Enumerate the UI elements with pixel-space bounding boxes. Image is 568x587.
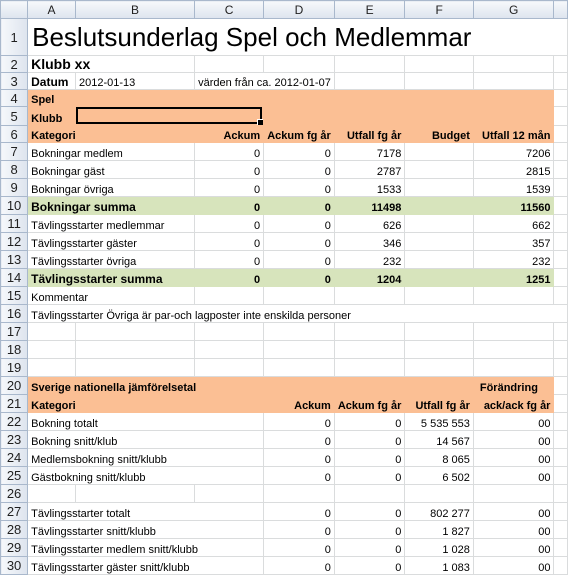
cell[interactable] — [554, 323, 568, 341]
row-27 — [1, 503, 568, 521]
ackum-fg-value[interactable]: 0 — [264, 215, 335, 233]
row-14 — [1, 269, 568, 287]
row-header[interactable]: 20 — [1, 377, 28, 395]
utfall-fg-value[interactable]: 626 — [334, 215, 405, 233]
cell[interactable] — [554, 341, 568, 359]
row-24 — [1, 449, 568, 467]
header-utfall-fg[interactable]: Utfall fg år — [405, 395, 473, 413]
header-change[interactable]: ack/ack fg år — [473, 395, 554, 413]
ackum-value[interactable]: 0 — [264, 539, 335, 557]
cell[interactable] — [405, 359, 473, 377]
cell[interactable] — [554, 485, 568, 503]
ackum-fg-value[interactable]: 0 — [264, 179, 335, 197]
row-header[interactable]: 18 — [1, 341, 28, 359]
change-value[interactable]: 00 — [473, 431, 554, 449]
utfall-fg-value[interactable]: 6 502 — [405, 467, 473, 485]
category-label[interactable]: Tävlingsstarter gäster snitt/klubb — [28, 557, 264, 575]
category-label[interactable]: Tävlingsstarter medlemmar — [28, 215, 195, 233]
cell[interactable] — [334, 341, 405, 359]
cell[interactable] — [554, 287, 568, 305]
utfall-fg-value[interactable]: 5 535 553 — [405, 413, 473, 431]
column-header-c[interactable]: C — [195, 1, 264, 19]
ackum-fg-value[interactable]: 0 — [334, 467, 405, 485]
cell[interactable] — [264, 359, 335, 377]
header-ackum[interactable]: Ackum — [264, 395, 335, 413]
cell[interactable] — [264, 485, 335, 503]
cell[interactable] — [28, 323, 76, 341]
ackum-value[interactable]: 0 — [195, 269, 264, 287]
cell[interactable] — [473, 359, 554, 377]
utfall-fg-value[interactable]: 802 277 — [405, 503, 473, 521]
ackum-value[interactable]: 0 — [195, 143, 264, 161]
budget-value[interactable] — [405, 215, 473, 233]
header-kategori[interactable]: Kategori — [28, 395, 264, 413]
row-header[interactable]: 25 — [1, 467, 28, 485]
ackum-fg-value[interactable]: 0 — [334, 413, 405, 431]
budget-value[interactable] — [405, 161, 473, 179]
ackum-fg-value[interactable]: 0 — [334, 521, 405, 539]
cell[interactable] — [264, 287, 335, 305]
row-header[interactable]: 19 — [1, 359, 28, 377]
row-header[interactable]: 10 — [1, 197, 28, 215]
ackum-value[interactable]: 0 — [195, 161, 264, 179]
ackum-value[interactable]: 0 — [264, 449, 335, 467]
change-value[interactable]: 00 — [473, 521, 554, 539]
change-value[interactable]: 00 — [473, 449, 554, 467]
cell[interactable] — [405, 341, 473, 359]
cell[interactable] — [554, 56, 568, 73]
cell[interactable] — [473, 341, 554, 359]
cell[interactable] — [264, 341, 335, 359]
section-heading-national[interactable]: Sverige nationella jämförelsetal — [28, 377, 405, 395]
cell[interactable] — [554, 431, 568, 449]
row-header[interactable]: 1 — [1, 19, 28, 56]
cell[interactable] — [554, 413, 568, 431]
cell[interactable] — [554, 251, 568, 269]
category-label[interactable]: Bokning snitt/klub — [28, 431, 264, 449]
cell[interactable] — [195, 287, 264, 305]
row-1 — [1, 19, 568, 56]
cell[interactable] — [554, 449, 568, 467]
cell[interactable] — [554, 539, 568, 557]
category-label[interactable]: Bokningar summa — [28, 197, 195, 215]
change-value[interactable]: 00 — [473, 503, 554, 521]
row-5 — [1, 107, 568, 126]
change-value[interactable]: 00 — [473, 557, 554, 575]
utfall-12-value[interactable]: 11560 — [473, 197, 554, 215]
utfall-fg-value[interactable]: 14 567 — [405, 431, 473, 449]
cell[interactable] — [334, 485, 405, 503]
row-header[interactable]: 24 — [1, 449, 28, 467]
cell[interactable] — [28, 341, 76, 359]
category-label[interactable]: Medlemsbokning snitt/klubb — [28, 449, 264, 467]
change-value[interactable]: 00 — [473, 467, 554, 485]
header-utfall-fg[interactable]: Utfall fg år — [334, 126, 405, 143]
ackum-value[interactable]: 0 — [195, 179, 264, 197]
category-label[interactable]: Tävlingsstarter medlem snitt/klubb — [28, 539, 264, 557]
category-label[interactable]: Bokningar gäst — [28, 161, 195, 179]
cell[interactable] — [554, 359, 568, 377]
cell[interactable] — [554, 521, 568, 539]
utfall-fg-value[interactable]: 346 — [334, 233, 405, 251]
row-30 — [1, 557, 568, 575]
utfall-fg-value[interactable]: 1 028 — [405, 539, 473, 557]
change-heading[interactable]: Förändring — [473, 377, 554, 395]
row-header[interactable]: 2 — [1, 56, 28, 73]
ackum-value[interactable]: 0 — [264, 521, 335, 539]
utfall-12-value[interactable]: 1539 — [473, 179, 554, 197]
row-26 — [1, 485, 568, 503]
utfall-12-value[interactable]: 1251 — [473, 269, 554, 287]
date-label[interactable]: Datum — [28, 73, 76, 90]
cell[interactable] — [473, 73, 554, 90]
row-header[interactable]: 27 — [1, 503, 28, 521]
comment-text[interactable]: Tävlingsstarter Övriga är par-och lagposter inte enskilda personer — [28, 305, 568, 323]
cell[interactable] — [334, 323, 405, 341]
utfall-fg-value[interactable]: 1 083 — [405, 557, 473, 575]
header-budget[interactable]: Budget — [405, 126, 473, 143]
cell[interactable] — [554, 161, 568, 179]
utfall-12-value[interactable]: 2815 — [473, 161, 554, 179]
cell[interactable] — [554, 73, 568, 90]
section-heading-spel[interactable]: Spel — [28, 90, 554, 107]
row-header[interactable]: 8 — [1, 161, 28, 179]
header-ackum-fg[interactable]: Ackum fg år — [264, 126, 335, 143]
row-header[interactable]: 22 — [1, 413, 28, 431]
row-header[interactable]: 28 — [1, 521, 28, 539]
row-header[interactable]: 14 — [1, 269, 28, 287]
row-16 — [1, 305, 568, 323]
category-label[interactable]: Bokningar medlem — [28, 143, 195, 161]
header-utfall-12[interactable]: Utfall 12 mån — [473, 126, 554, 143]
cell[interactable] — [554, 233, 568, 251]
ackum-fg-value[interactable]: 0 — [264, 161, 335, 179]
sheet-title[interactable]: Beslutsunderlag Spel och Medlemmar — [28, 19, 568, 56]
cell[interactable] — [334, 359, 405, 377]
row-2 — [1, 56, 568, 73]
ackum-value[interactable]: 0 — [264, 503, 335, 521]
row-header[interactable]: 12 — [1, 233, 28, 251]
column-header-f[interactable]: F — [405, 1, 473, 19]
header-ackum[interactable]: Ackum — [195, 126, 264, 143]
cell[interactable] — [554, 107, 568, 126]
cell[interactable] — [264, 323, 335, 341]
utfall-12-value[interactable]: 357 — [473, 233, 554, 251]
cell[interactable] — [405, 73, 473, 90]
row-header[interactable]: 11 — [1, 215, 28, 233]
cell[interactable] — [554, 467, 568, 485]
row-21 — [1, 395, 568, 413]
row-13 — [1, 251, 568, 269]
row-12 — [1, 233, 568, 251]
cell[interactable] — [473, 56, 554, 73]
row-10 — [1, 197, 568, 215]
change-value[interactable]: 00 — [473, 539, 554, 557]
row-3 — [1, 73, 568, 90]
row-header[interactable]: 29 — [1, 539, 28, 557]
ackum-value[interactable]: 0 — [195, 233, 264, 251]
row-header[interactable]: 16 — [1, 305, 28, 323]
row-header[interactable]: 17 — [1, 323, 28, 341]
cell[interactable] — [334, 107, 405, 126]
row-23 — [1, 431, 568, 449]
utfall-12-value[interactable]: 232 — [473, 251, 554, 269]
row-19 — [1, 359, 568, 377]
category-label[interactable]: Tävlingsstarter totalt — [28, 503, 264, 521]
cell[interactable] — [554, 215, 568, 233]
cell[interactable] — [473, 323, 554, 341]
cell[interactable] — [405, 485, 473, 503]
ackum-fg-value[interactable]: 0 — [334, 431, 405, 449]
ackum-fg-value[interactable]: 0 — [334, 449, 405, 467]
category-label[interactable]: Tävlingsstarter gäster — [28, 233, 195, 251]
category-label[interactable]: Gästbokning snitt/klubb — [28, 467, 264, 485]
column-header-e[interactable]: E — [334, 1, 405, 19]
utfall-12-value[interactable]: 7206 — [473, 143, 554, 161]
values-from-note[interactable]: värden från ca. 2012-01-07 — [195, 73, 335, 90]
row-8 — [1, 161, 568, 179]
row-28 — [1, 521, 568, 539]
budget-value[interactable] — [405, 179, 473, 197]
row-18 — [1, 341, 568, 359]
row-header[interactable]: 15 — [1, 287, 28, 305]
ackum-value[interactable]: 0 — [264, 431, 335, 449]
budget-value[interactable] — [405, 197, 473, 215]
row-22 — [1, 413, 568, 431]
cell[interactable] — [405, 377, 473, 395]
row-6 — [1, 126, 568, 143]
row-header[interactable]: 3 — [1, 73, 28, 90]
row-20 — [1, 377, 568, 395]
club-label[interactable]: Klubb — [28, 107, 76, 126]
cell[interactable] — [554, 126, 568, 143]
cell[interactable] — [554, 377, 568, 395]
cell[interactable] — [76, 323, 195, 341]
row-4 — [1, 90, 568, 107]
category-label[interactable]: Bokningar övriga — [28, 179, 195, 197]
column-header-extra[interactable] — [554, 1, 568, 19]
ackum-fg-value[interactable]: 0 — [334, 539, 405, 557]
utfall-fg-value[interactable]: 11498 — [334, 197, 405, 215]
utfall-fg-value[interactable]: 1533 — [334, 179, 405, 197]
selected-cell-b5[interactable] — [76, 107, 264, 126]
cell[interactable] — [554, 269, 568, 287]
row-29 — [1, 539, 568, 557]
cell[interactable] — [554, 197, 568, 215]
category-label[interactable]: Tävlingsstarter övriga — [28, 251, 195, 269]
category-label[interactable]: Tävlingsstarter snitt/klubb — [28, 521, 264, 539]
utfall-fg-value[interactable]: 7178 — [334, 143, 405, 161]
column-header-row — [1, 1, 568, 19]
date-value[interactable]: 2012-01-13 — [76, 73, 195, 90]
ackum-value[interactable]: 0 — [195, 251, 264, 269]
row-header[interactable]: 13 — [1, 251, 28, 269]
cell[interactable] — [554, 395, 568, 413]
cell[interactable] — [405, 56, 473, 73]
row-header[interactable]: 30 — [1, 557, 28, 575]
category-label[interactable]: Bokning totalt — [28, 413, 264, 431]
row-11 — [1, 215, 568, 233]
column-header-g[interactable]: G — [473, 1, 554, 19]
column-header-a[interactable]: A — [28, 1, 76, 19]
ackum-fg-value[interactable]: 0 — [334, 557, 405, 575]
cell[interactable] — [76, 359, 195, 377]
row-header[interactable]: 6 — [1, 126, 28, 143]
row-header[interactable]: 23 — [1, 431, 28, 449]
row-7 — [1, 143, 568, 161]
column-header-d[interactable]: D — [264, 1, 335, 19]
ackum-value[interactable]: 0 — [264, 413, 335, 431]
header-ackum-fg[interactable]: Ackum fg år — [334, 395, 405, 413]
cell[interactable] — [405, 287, 473, 305]
ackum-fg-value[interactable]: 0 — [264, 143, 335, 161]
budget-value[interactable] — [405, 251, 473, 269]
cell[interactable] — [195, 359, 264, 377]
select-all-corner[interactable] — [1, 1, 28, 19]
cell[interactable] — [28, 485, 76, 503]
row-header[interactable]: 5 — [1, 107, 28, 126]
cell[interactable] — [554, 179, 568, 197]
row-header[interactable]: 21 — [1, 395, 28, 413]
utfall-fg-value[interactable]: 8 065 — [405, 449, 473, 467]
utfall-fg-value[interactable]: 1204 — [334, 269, 405, 287]
ackum-value[interactable]: 0 — [195, 197, 264, 215]
ackum-value[interactable]: 0 — [264, 557, 335, 575]
cell[interactable] — [76, 341, 195, 359]
comment-label[interactable]: Kommentar — [28, 287, 195, 305]
cell[interactable] — [195, 323, 264, 341]
cell[interactable] — [264, 107, 335, 126]
row-header[interactable]: 4 — [1, 90, 28, 107]
row-header[interactable]: 7 — [1, 143, 28, 161]
utfall-fg-value[interactable]: 232 — [334, 251, 405, 269]
club-name[interactable]: Klubb xx — [28, 56, 195, 73]
budget-value[interactable] — [405, 233, 473, 251]
cell[interactable] — [554, 143, 568, 161]
cell[interactable] — [76, 485, 195, 503]
cell[interactable] — [334, 73, 405, 90]
cell[interactable] — [473, 485, 554, 503]
ackum-fg-value[interactable]: 0 — [264, 233, 335, 251]
cell[interactable] — [28, 359, 76, 377]
ackum-value[interactable]: 0 — [195, 215, 264, 233]
change-value[interactable]: 00 — [473, 413, 554, 431]
cell[interactable] — [195, 341, 264, 359]
cell[interactable] — [334, 56, 405, 73]
utfall-12-value[interactable]: 662 — [473, 215, 554, 233]
cell[interactable] — [405, 323, 473, 341]
cell[interactable] — [334, 287, 405, 305]
column-header-b[interactable]: B — [76, 1, 195, 19]
header-kategori[interactable]: Kategori — [28, 126, 195, 143]
category-label[interactable]: Tävlingsstarter summa — [28, 269, 195, 287]
ackum-fg-value[interactable]: 0 — [264, 269, 335, 287]
ackum-fg-value[interactable]: 0 — [334, 503, 405, 521]
row-9 — [1, 179, 568, 197]
cell[interactable] — [554, 503, 568, 521]
ackum-value[interactable]: 0 — [264, 467, 335, 485]
selection-box — [76, 107, 262, 124]
row-header[interactable]: 26 — [1, 485, 28, 503]
row-header[interactable]: 9 — [1, 179, 28, 197]
cell[interactable] — [405, 107, 473, 126]
row-25 — [1, 467, 568, 485]
cell[interactable] — [195, 56, 264, 73]
cell[interactable] — [473, 107, 554, 126]
ackum-fg-value[interactable]: 0 — [264, 197, 335, 215]
budget-value[interactable] — [405, 269, 473, 287]
cell[interactable] — [195, 485, 264, 503]
row-17 — [1, 323, 568, 341]
cell[interactable] — [264, 56, 335, 73]
utfall-fg-value[interactable]: 1 827 — [405, 521, 473, 539]
cell[interactable] — [554, 557, 568, 575]
row-15 — [1, 287, 568, 305]
utfall-fg-value[interactable]: 2787 — [334, 161, 405, 179]
ackum-fg-value[interactable]: 0 — [264, 251, 335, 269]
cell[interactable] — [473, 287, 554, 305]
cell[interactable] — [554, 90, 568, 107]
budget-value[interactable] — [405, 143, 473, 161]
